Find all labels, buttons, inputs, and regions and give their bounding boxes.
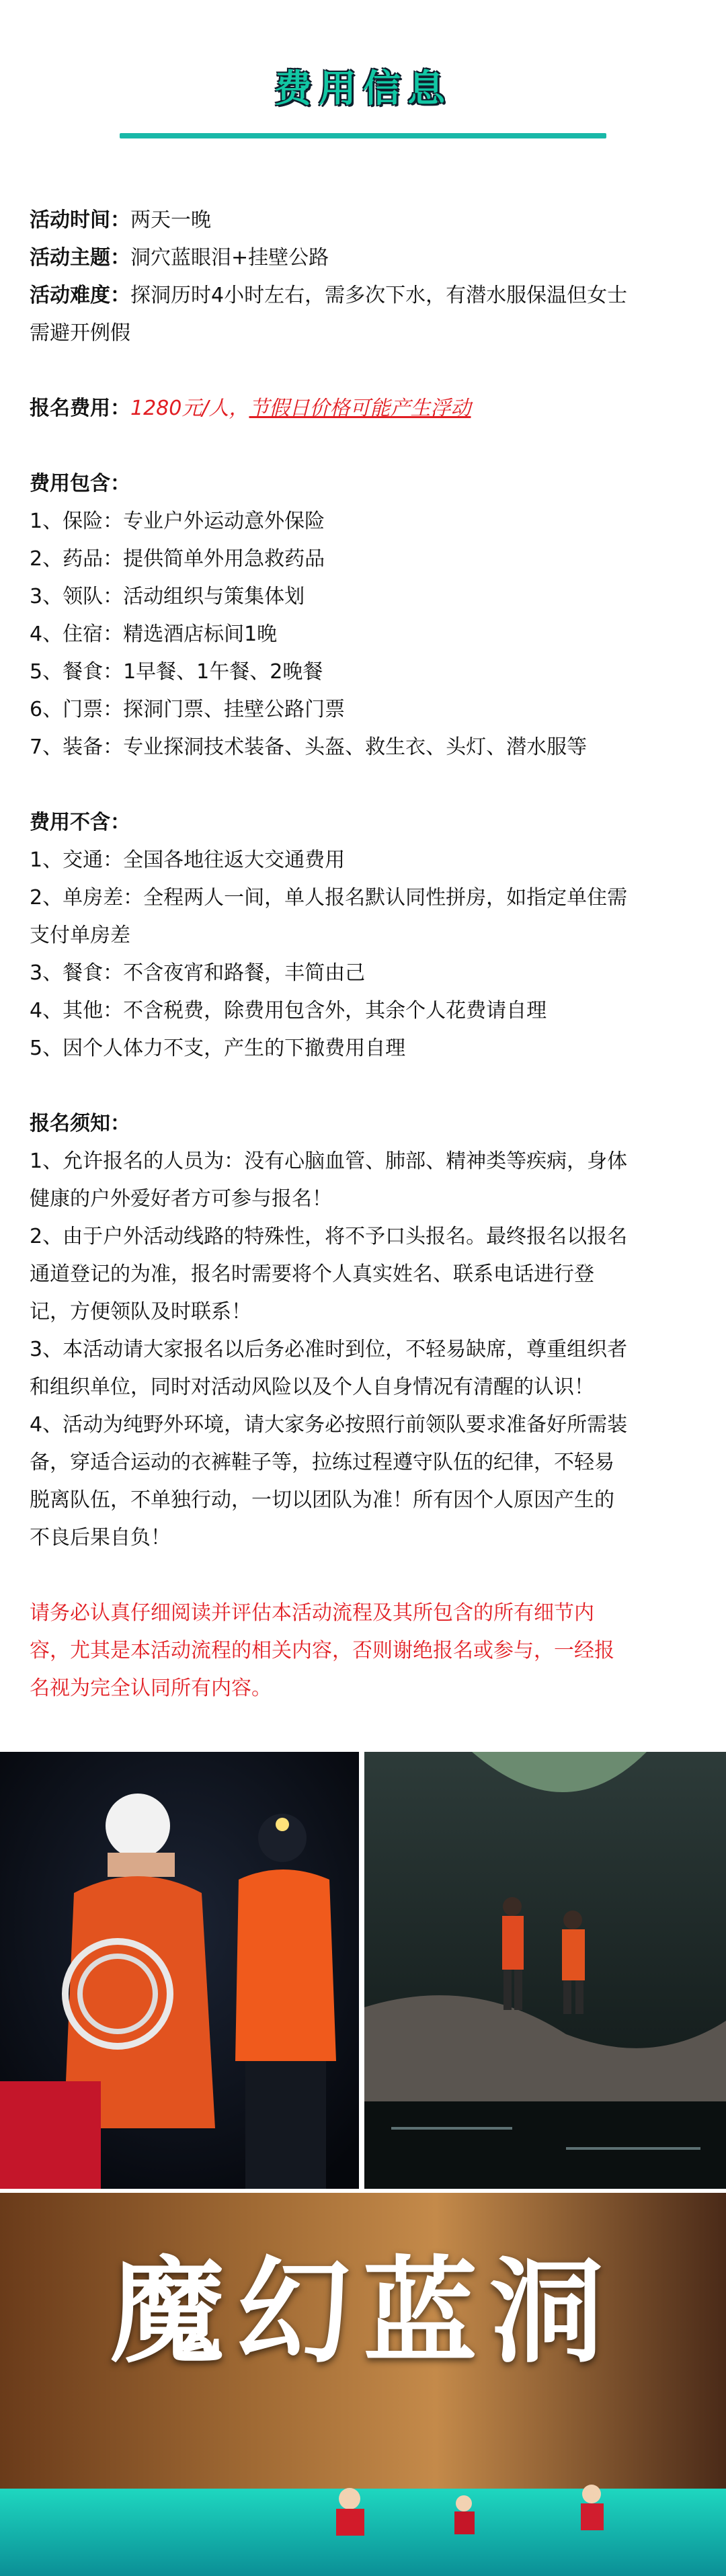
warning-line: 请务必认真仔细阅读并评估本活动流程及其所包含的所有细节内 xyxy=(30,1601,594,1625)
activity-time xyxy=(30,202,699,239)
cave-explorers-illustration xyxy=(0,1752,359,2189)
excluded-line: 3、餐食：不含夜宵和路餐，丰简由己 xyxy=(30,961,366,985)
fee-price: 1280元/人， xyxy=(130,397,249,420)
notice-line: 备，穿适合运动的衣裤鞋子等，拉练过程遵守队伍的纪律，不轻易 xyxy=(30,1451,614,1474)
excluded-line: 1、交通：全国各地往返大交通费用 xyxy=(30,848,346,872)
excluded-line: 5、因个人体力不支，产生的下撤费用自理 xyxy=(30,1037,406,1060)
warning-line: 名视为完全认同所有内容。 xyxy=(30,1677,272,1700)
excluded-line: 2、单房差：全程两人一间，单人报名默认同性拼房，如指定单住需 xyxy=(30,886,628,910)
page-title: 费用信息 xyxy=(274,67,452,111)
notice-line: 2、由于户外活动线路的特殊性，将不予口头报名。最终报名以报名 xyxy=(30,1225,628,1248)
spacer xyxy=(30,1068,699,1105)
cave-river-photo xyxy=(364,1752,726,2189)
included-item: 2、药品：提供简单外用急救药品 xyxy=(30,547,325,571)
notice-line: 脱离队伍，不单独行动，一切以团队为准！所有因个人原因产生的 xyxy=(30,1488,614,1512)
notice-line: 不良后果自负！ xyxy=(30,1526,171,1549)
included-item: 4、住宿：精选酒店标间1晚 xyxy=(30,622,278,646)
fee-info-content xyxy=(30,202,699,1707)
title-underline xyxy=(120,133,606,138)
notice-line: 3、本活动请大家报名以后务必准时到位，不轻易缺席，尊重组织者 xyxy=(30,1338,628,1361)
cave-river-illustration xyxy=(364,1752,726,2189)
notice-line: 4、活动为纯野外环境，请大家务必按照行前领队要求准备好所需装 xyxy=(30,1413,628,1437)
activity-difficulty-value: 探洞历时4小时左右，需多次下水，有潜水服保温但女士 xyxy=(130,284,628,307)
included-item: 6、门票：探洞门票、挂壁公路门票 xyxy=(30,698,346,721)
spacer xyxy=(30,766,699,804)
registration-fee xyxy=(30,390,699,428)
fee-note: 节假日价格可能产生浮动 xyxy=(249,397,471,420)
activity-theme-label: 活动主题： xyxy=(30,246,130,270)
activity-theme xyxy=(30,239,699,277)
notice-line: 健康的户外爱好者方可参与报名！ xyxy=(30,1187,332,1211)
spacer xyxy=(30,352,699,390)
activity-time-label: 活动时间： xyxy=(30,208,130,232)
notice-line: 通道登记的为准，报名时需要将个人真实姓名、联系电话进行登 xyxy=(30,1262,594,1286)
notice-line: 记，方便领队及时联系！ xyxy=(30,1300,251,1324)
spacer xyxy=(30,1557,699,1595)
activity-difficulty-label: 活动难度： xyxy=(30,284,130,307)
warning-line: 容，尤其是本活动流程的相关内容，否则谢绝报名或参与，一经报 xyxy=(30,1639,614,1662)
photo-row xyxy=(0,1752,726,2189)
excluded-heading: 费用不含： xyxy=(30,811,130,834)
notice-line: 1、允许报名的人员为：没有心脑血管、肺部、精神类等疾病，身体 xyxy=(30,1150,628,1173)
title-wrap xyxy=(0,59,726,113)
notice-line: 和组织单位，同时对活动风险以及个人自身情况有清醒的认识！ xyxy=(30,1375,594,1399)
included-heading: 费用包含： xyxy=(30,472,130,495)
activity-difficulty xyxy=(30,277,699,315)
blue-cave-banner xyxy=(0,2193,726,2576)
activity-difficulty-cont: 需避开例假 xyxy=(30,321,130,345)
included-item: 5、餐食：1早餐、1午餐、2晚餐 xyxy=(30,660,323,684)
excluded-line: 支付单房差 xyxy=(30,924,130,947)
included-item: 1、保险：专业户外运动意外保险 xyxy=(30,510,325,533)
activity-time-value: 两天一晚 xyxy=(130,208,211,232)
fee-label: 报名费用： xyxy=(30,397,130,420)
banner-title: 魔幻蓝洞 xyxy=(110,2245,616,2379)
spacer xyxy=(30,428,699,465)
activity-theme-value: 洞穴蓝眼泪+挂壁公路 xyxy=(130,246,329,270)
cave-explorers-photo xyxy=(0,1752,359,2189)
included-item: 3、领队：活动组织与策集体划 xyxy=(30,585,305,608)
notice-heading: 报名须知： xyxy=(30,1112,130,1135)
included-item: 7、装备：专业探洞技术装备、头盔、救生衣、头灯、潜水服等 xyxy=(30,735,588,759)
excluded-line: 4、其他：不含税费，除费用包含外，其余个人花费请自理 xyxy=(30,999,547,1022)
